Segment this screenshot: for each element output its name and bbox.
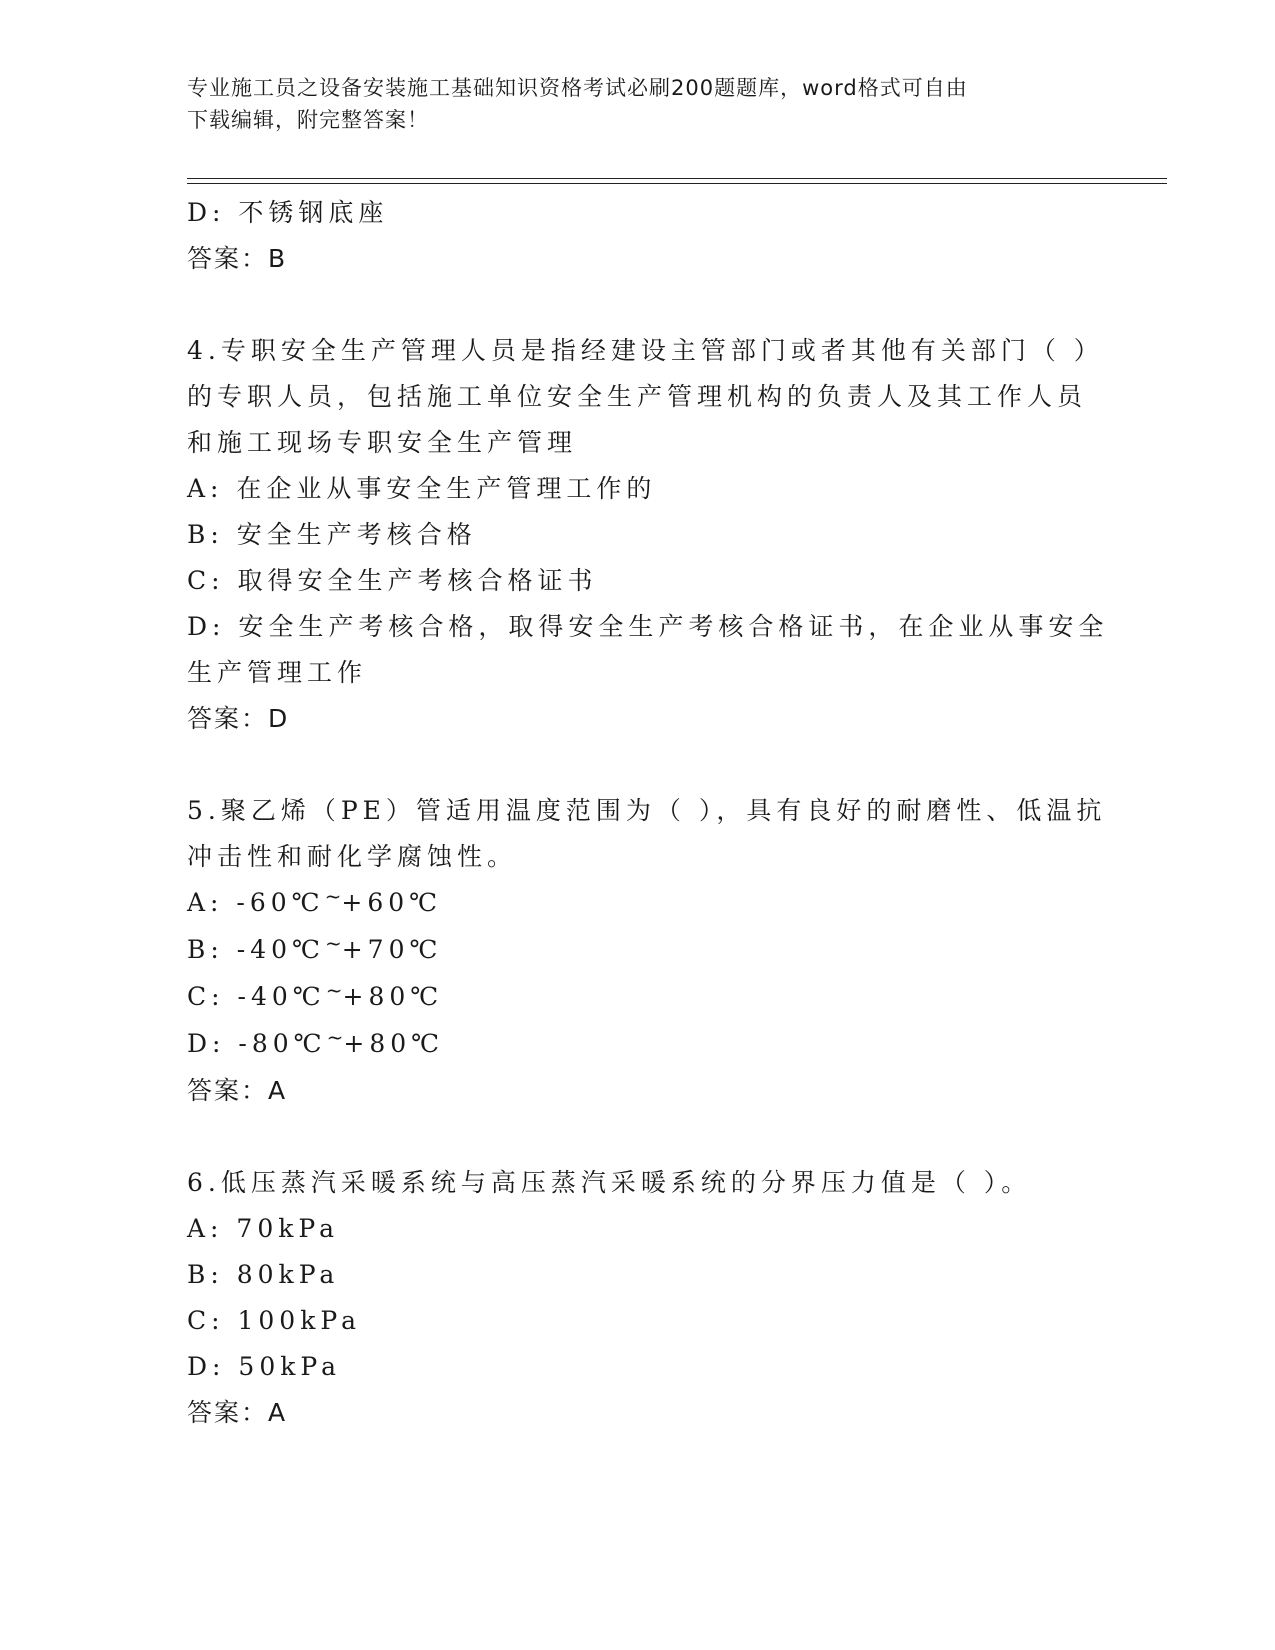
question-4 xyxy=(187,328,1109,742)
q5-option-d-suffix: +80℃ xyxy=(343,1029,445,1058)
q4-answer: 答案：D xyxy=(187,704,290,733)
question-content xyxy=(187,190,1109,1436)
header-title-line-2: 下载编辑，附完整答案！ xyxy=(187,108,429,132)
q4-stem-line-3: 和施工现场专职安全生产管理 xyxy=(187,428,578,457)
q6-option-d: D: 50kPa xyxy=(187,1352,341,1381)
q5-option-a xyxy=(187,880,1087,927)
q6-option-a: A: 70kPa xyxy=(187,1214,339,1243)
header-divider-bottom xyxy=(187,183,1167,184)
header-divider-top xyxy=(187,178,1167,179)
q5-answer: 答案：A xyxy=(187,1076,288,1105)
q5-option-b-suffix: +70℃ xyxy=(341,935,443,964)
q4-option-b: B: 安全生产考核合格 xyxy=(187,520,477,549)
q5-option-b-prefix: B: -40℃ xyxy=(187,935,325,964)
q3-option-d: D: 不锈钢底座 xyxy=(187,198,389,227)
spacer xyxy=(187,282,1087,328)
question-5 xyxy=(187,788,1107,1114)
q5-option-d-prefix: D: -80℃ xyxy=(187,1029,327,1058)
question-3 xyxy=(187,190,1087,282)
tilde-glyph: ~ xyxy=(326,1025,344,1049)
q4-option-a: A: 在企业从事安全生产管理工作的 xyxy=(187,474,657,503)
tilde-glyph: ~ xyxy=(325,978,343,1002)
q4-stem-line-2: 的专职人员，包括施工单位安全生产管理机构的负责人及其工作人员 xyxy=(187,382,1088,411)
tilde-glyph: ~ xyxy=(324,931,342,955)
q4-option-d-line-1: D: 安全生产考核合格，取得安全生产考核合格证书，在企业从事安全 xyxy=(187,612,1109,641)
question-6 xyxy=(187,1160,1087,1436)
q6-option-b: B: 80kPa xyxy=(187,1260,340,1289)
q6-stem: 6.低压蒸汽采暖系统与高压蒸汽采暖系统的分界压力值是（ ）。 xyxy=(187,1168,1032,1197)
document-header xyxy=(187,72,1067,136)
q6-option-c: C: 100kPa xyxy=(187,1306,361,1335)
q5-option-a-prefix: A: -60℃ xyxy=(187,888,325,917)
q5-option-c-prefix: C: -40℃ xyxy=(187,982,326,1011)
q5-option-d xyxy=(187,1021,1087,1068)
spacer xyxy=(187,742,1087,788)
q5-option-c-suffix: +80℃ xyxy=(342,982,444,1011)
q6-answer: 答案：A xyxy=(187,1398,288,1427)
tilde-glyph: ~ xyxy=(324,884,342,908)
q5-option-a-suffix: +60℃ xyxy=(341,888,443,917)
q5-option-b xyxy=(187,927,1087,974)
header-title-line-1: 专业施工员之设备安装施工基础知识资格考试必刷200题题库，word格式可自由 xyxy=(187,76,968,100)
q5-option-c xyxy=(187,974,1087,1021)
q3-answer: 答案：B xyxy=(187,244,288,273)
q4-option-d-line-2: 生产管理工作 xyxy=(187,658,368,687)
q5-stem-line-2: 冲击性和耐化学腐蚀性。 xyxy=(187,842,518,871)
spacer xyxy=(187,1114,1087,1160)
q4-option-c: C: 取得安全生产考核合格证书 xyxy=(187,566,598,595)
q4-stem-line-1: 4.专职安全生产管理人员是指经建设主管部门或者其他有关部门（ ） xyxy=(187,336,1104,365)
q5-stem-line-1: 5.聚乙烯（PE）管适用温度范围为（ ），具有良好的耐磨性、低温抗 xyxy=(187,796,1107,825)
